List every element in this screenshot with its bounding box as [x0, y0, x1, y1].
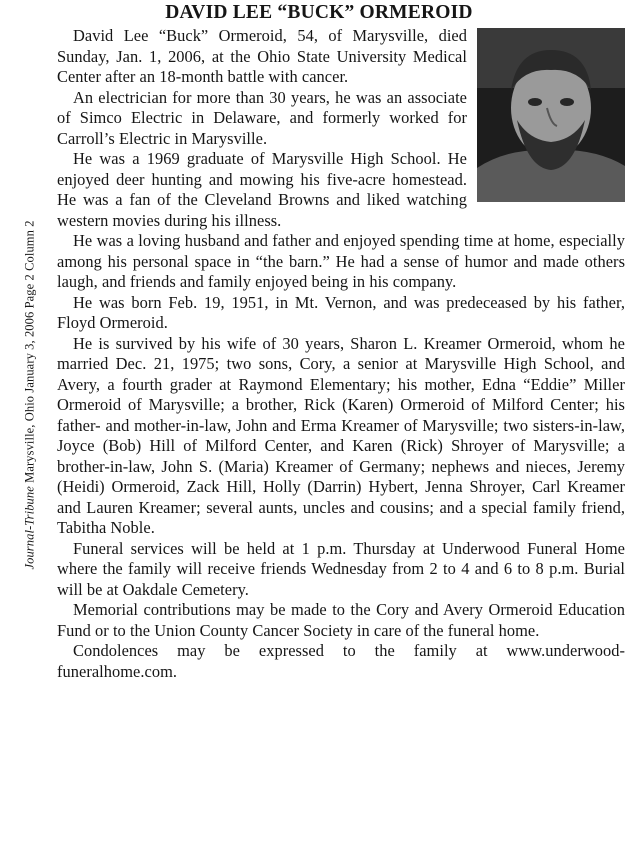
obituary-title: DAVID LEE “BUCK” ORMEROID [165, 2, 473, 23]
newspaper-credit-line [23, 220, 38, 569]
obituary-article [57, 26, 625, 682]
paragraph-memorial-contributions: Memorial contributions may be made to the Cory and Avery Ormeroid Education Fund or to the Union County Cancer Society in care of the funeral home. [57, 600, 625, 640]
portrait-photo-icon [477, 28, 625, 202]
portrait-photo [477, 28, 625, 202]
paragraph-family-life: He was a loving husband and father and enjoyed spending time at home, especially among his personal space in “the barn.” He had a sense of humor and made others laugh, and friends and family enjoyed being in his company. [57, 231, 625, 291]
publication-details: Marysville, Ohio January 3, 2006 Page 2 Column 2 [22, 220, 37, 487]
paragraph-condolences: Condolences may be expressed to the family at www.underwood-funeralhome.com. [57, 641, 625, 681]
newspaper-credit-sidebar [20, 150, 40, 640]
paragraph-education-hobbies: He was a 1969 graduate of Marysville High School. He enjoyed deer hunting and mowing his five-acre homestead. He was a fan of the Cleveland Browns and liked watching western movies during his illness. [57, 149, 467, 230]
paragraph-death-notice: David Lee “Buck” Ormeroid, 54, of Marysville, died Sunday, Jan. 1, 2006, at the Ohio State University Medical Center after an 18-month battle with cancer. [57, 26, 467, 86]
paragraph-birth: He was born Feb. 19, 1951, in Mt. Vernon, and was predeceased by his father, Floyd Ormeroid. [57, 292, 625, 332]
publication-name: Journal-Tribune [22, 486, 37, 570]
paragraph-career: An electrician for more than 30 years, he was an associate of Simco Electric in Delaware, and formerly worked for Carroll’s Electric in Marysville. [57, 87, 467, 148]
paragraph-funeral-services: Funeral services will be held at 1 p.m. Thursday at Underwood Funeral Home where the family will receive friends Wednesday from 2 to 4 and 6 to 8 p.m. Burial will be at Oakdale Cemetery. [57, 538, 625, 599]
paragraph-survivors: He is survived by his wife of 30 years, Sharon L. Kreamer Ormeroid, whom he married Dec. 21, 1975; two sons, Cory, a senior at Marysville High School, and Avery, a fourth grader at Raymond Elementary; his mother, Edna “Eddie” Miller Ormeroid of Marysville; a brother, Rick (Karen) Ormeroid of Milford Center; his father- and mother-in-law, John and Erma Kreamer of Marysville; two sisters-in-law, Joyce (Bob) Hill of Milford Center, and Karen (Rick) Shroyer of Marysville; a brother-in-law, John S. (Maria) Kreamer of Germany; nephews and nieces, Jeremy (Heidi) Ormeroid, Zack Hill, Holly (Darrin) Hybert, Jenna Shroyer, Carl Kreamer and Lauren Kreamer; several aunts, uncles and cousins; and a special family friend, Tabitha Noble. [57, 333, 625, 537]
